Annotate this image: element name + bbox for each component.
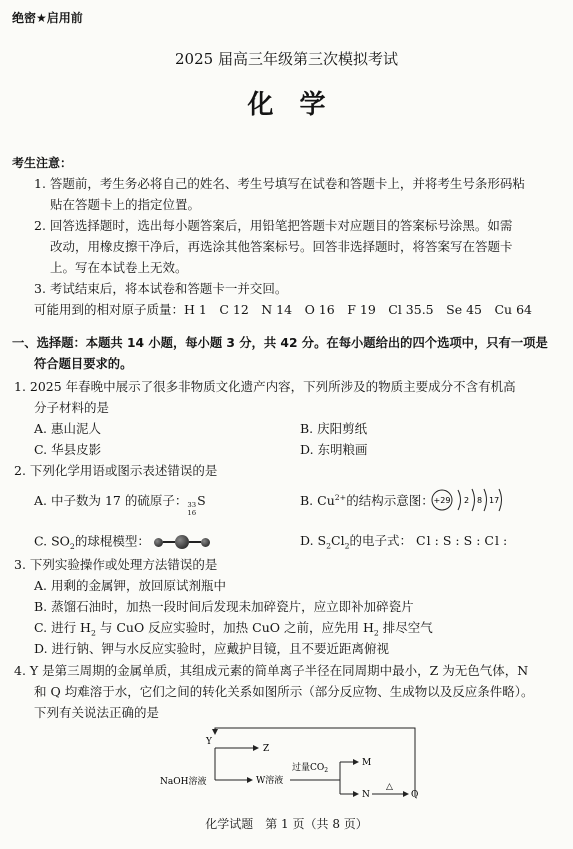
q2-option-a: A. 中子数为 17 的硫原子： 33 16 S: [34, 493, 206, 517]
notice-line: 2. 回答选择题时，选出每小题答案后，用铅笔把答题卡对应题目的答案标号涂黑。如需: [34, 218, 513, 233]
shell-2: 8: [477, 496, 483, 505]
q1-option-d: D. 东明粮画: [300, 442, 368, 457]
q2-option-d: D. $S_2Cl_2$的电子式： Cl : S : S : Cl :: [300, 533, 509, 551]
q3-stem: 3. 下列实验操作或处理方法错误的是: [14, 557, 218, 572]
q4-stem-cont: 和 Q 均难溶于水，它们之间的转化关系如图所示（部分反应物、生成物以及反应条件略）。: [34, 684, 534, 699]
q3-option-d: D. 进行钠、钾与水反应实验时，应戴护目镜，且不要近距离俯视: [34, 641, 390, 656]
q2-option-c: C. $SO_2$的球棍模型：: [34, 535, 210, 549]
heat-symbol: △: [386, 782, 393, 792]
so2-ball-stick-model: [154, 535, 210, 549]
atomic-masses: 可能用到的相对原子质量：H 1 C 12 N 14 O 16 F 19 Cl 35.5 Se 45 Cu 64: [34, 302, 532, 317]
s2cl2-lewis-structure: Cl : S : S : Cl :: [416, 533, 509, 548]
notice-line: 改动，用橡皮擦干净后，再选涂其他答案标号。回答非选择题时，将答案写在答题卡: [50, 239, 513, 254]
notice-heading: 考生注意：: [12, 156, 73, 170]
page-footer: 化学试题 第 1 页（共 8 页）: [205, 817, 368, 831]
shell-1: 2: [464, 496, 470, 505]
node-m: M: [362, 758, 372, 768]
node-naoh: NaOH溶液: [160, 777, 207, 787]
oxygen-atom: [201, 538, 210, 547]
q1-stem-cont: 分子材料的是: [34, 400, 110, 415]
nucleus-charge: +29: [433, 496, 451, 505]
q3-option-a: A. 用剩的金属钾，放回原试剂瓶中: [34, 578, 226, 593]
node-w: W溶液: [256, 776, 284, 786]
exam-title: 2025 届高三年级第三次模拟考试: [175, 50, 398, 68]
shell-3: 17: [489, 496, 500, 505]
q3-option-c: C. 进行 $H_2$ 与 CuO 反应实验时，加热 CuO 之前，应先用 $H_2$ 排尽空气: [34, 620, 433, 638]
q4-transformation-diagram: [160, 722, 430, 804]
node-y: Y: [206, 737, 212, 747]
confidential-label: 绝密★启用前: [12, 11, 83, 25]
co2-label: 过量$CO_2$: [292, 763, 329, 774]
subject-title: 化 学: [247, 90, 326, 120]
q3-option-b: B. 蒸馏石油时，加热一段时间后发现未加碎瓷片，应立即补加碎瓷片: [34, 599, 414, 614]
notice-line: 3. 考试结束后，将本试卷和答题卡一并交回。: [34, 281, 288, 296]
q1-stem: 1. 2025 年春晚中展示了很多非物质文化遗产内容，下列所涉及的物质主要成分不含有机高: [14, 379, 516, 394]
oxygen-atom: [154, 538, 163, 547]
q2-option-b: B. $Cu^{2+}$的结构示意图：: [300, 492, 434, 508]
q1-option-a: A. 惠山泥人: [34, 421, 101, 436]
notice-line: 1. 答题前，考生务必将自己的姓名、考生号填写在试卷和答题卡上，并将考生号条形码粘: [34, 176, 525, 191]
section-heading: 一、选择题：本题共 14 小题，每小题 3 分，共 42 分。在每小题给出的四个选项中，只有一项是: [12, 336, 548, 350]
q4-stem-cont: 下列有关说法正确的是: [34, 705, 160, 720]
notice-line: 上。写在本试卷上无效。: [50, 260, 188, 275]
node-n: N: [362, 790, 370, 800]
sulfur-atom: [175, 535, 189, 549]
q4-stem: 4. Y 是第三周期的金属单质，其组成元素的简单离子半径在同周期中最小，Z 为无色气体，N: [14, 663, 529, 678]
q2-stem: 2. 下列化学用语或图示表述错误的是: [14, 463, 218, 478]
section-heading-cont: 符合题目要求的。: [34, 357, 133, 371]
q1-option-b: B. 庆阳剪纸: [300, 421, 368, 436]
cu-structure-diagram: [430, 486, 510, 514]
notice-line: 贴在答题卡上的指定位置。: [50, 197, 201, 212]
node-q: Q: [411, 790, 419, 800]
q1-option-c: C. 华县皮影: [34, 442, 102, 457]
node-z: Z: [263, 744, 270, 754]
